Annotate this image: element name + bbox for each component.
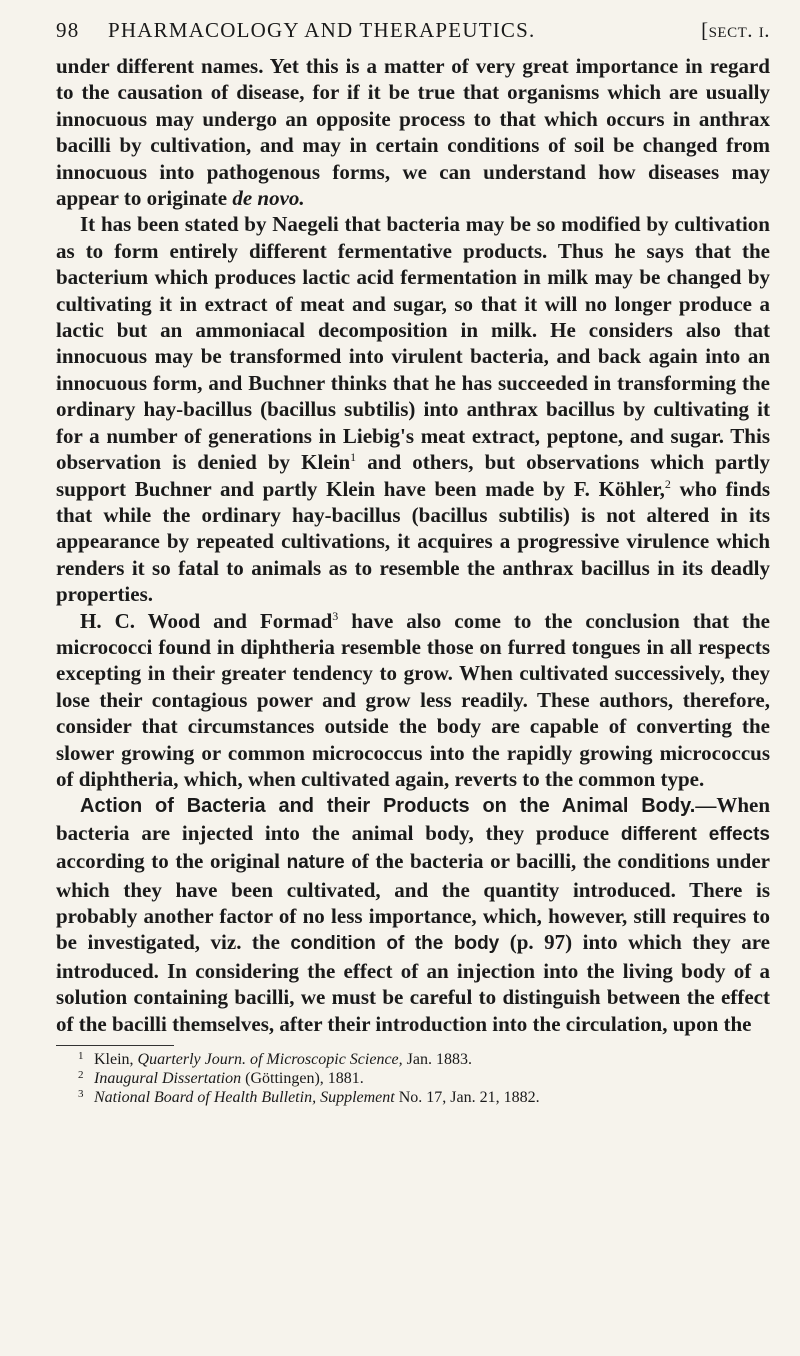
footnote-source: Quarterly Journ. of Microscopic Science, <box>137 1051 403 1069</box>
footnote-mark: 2 <box>78 1069 84 1082</box>
footnote-ref-3: 3 <box>332 608 339 623</box>
section-heading: Action of Bacteria and their Products on the Animal Body. <box>80 795 696 818</box>
running-title: PHARMACOLOGY AND THERAPEUTICS. <box>108 18 536 42</box>
footnote-date: (Göttingen), 1881. <box>241 1070 364 1088</box>
footnote-date: No. 17, Jan. 21, 1882. <box>394 1089 540 1107</box>
footnote-mark: 3 <box>78 1088 84 1101</box>
italic-de-novo: de novo. <box>232 186 305 211</box>
paragraph-1-text: under different names. Yet this is a matter of very great importance in regard to the causation of disease, for if it be true that organisms which are usually innocuous may undergo an opposite process to that which occurs in anthrax bacilli by cultivation, and may in certain conditions of soil be changed from innocuous into pathogenous forms, we can understand how diseases may appear to originate <box>56 54 770 211</box>
footnote-ref-1: 1 <box>350 450 357 465</box>
paragraph-3-text-b: have also come to the conclusion that the micrococci found in diphtheria resemble those on furred tongues in all respects excepting in their greater tendency to grow. When cultivated successively, they lose their contagious power and grow less readily. These authors, therefore, consider that circumstances outside the body are capable of converting the slower growing or common micrococcus into the rapidly growing micrococcus of diphtheria, which, when cultivated again, reverts to the common type. <box>56 608 770 791</box>
emphasis-different-effects: different effects <box>620 823 770 845</box>
footnote-text <box>94 1050 472 1069</box>
body-text <box>56 53 770 1037</box>
emphasis-condition-of-body: condition of the body <box>290 933 500 955</box>
emphasis-nature: nature <box>286 852 345 874</box>
footnote-ref-2: 2 <box>664 476 671 491</box>
footnote-mark: 1 <box>78 1050 84 1063</box>
paragraph-2-text-c: who finds that while the ordinary hay-bacillus (bacillus subtilis) is not altered in its appearance by repeated cultivations, it acquires a progressive virulence which renders it so fatal to animals as to resemble the anthrax bacillus in its deadly properties. <box>56 476 770 607</box>
page-number: 98 <box>56 18 80 42</box>
paragraph-2-text-b: and others, but observations which partly support Buchner and partly Klein have been made by F. Köhler, <box>56 450 770 501</box>
paragraph-4-text-a: —When bacteria are injected into the animal body, they produce <box>56 793 770 845</box>
paragraph-2-text: It has been stated by Naegeli that bacteria may be so modified by cultivation as to form entirely different fermentative products. Thus he says that the bacterium which produces lactic acid fermentation in milk may be changed by cultivating it in extract of meat and sugar, so that it will no longer produce a lactic but an ammoniacal decomposition in milk. He considers also that innocuous may be transformed into virulent bacteria, and back again into an innocuous form, and Buchner thinks that he has succeeded in transforming the ordinary hay-bacillus (bacillus subtilis) into anthrax bacillus by cultivating it for a number of generations in Liebig's meat extract, peptone, and sugar. This observation is denied by Klein <box>56 212 770 475</box>
paragraph-4-text-c: of the bacteria or bacilli, the conditions under which they have been cultivated, and the quantity introduced. There is probably another factor of no less importance, which, however, still requires to be investigated, viz. the <box>56 849 770 955</box>
footnote-date: Jan. 1883. <box>402 1051 472 1069</box>
paragraph-4-text-d: (p. 97) into which they are introduced. In considering the effect of an injection into the living body of a solution containing bacilli, we must be careful to distinguish between the effect of the bacilli themselves, after their introduction into the circulation, upon the <box>56 930 770 1036</box>
paragraph-4 <box>56 792 770 1037</box>
footnote-text <box>94 1088 540 1107</box>
footnote-author: Klein, <box>94 1051 138 1069</box>
footnote-text <box>94 1069 364 1088</box>
footnote-1 <box>78 1050 770 1069</box>
footnote-2 <box>78 1069 770 1088</box>
paragraph-4-text-b: according to the original <box>56 849 287 874</box>
footnote-rule <box>56 1045 174 1046</box>
footnote-source: Inaugural Dissertation <box>94 1070 242 1088</box>
section-marker: [sect. i. <box>701 18 770 42</box>
paragraph-3 <box>56 608 770 793</box>
running-head <box>56 18 770 43</box>
paragraph-1 <box>56 53 770 211</box>
footnote-3 <box>78 1088 770 1107</box>
paragraph-3-text: H. C. Wood and Formad <box>80 608 333 633</box>
footnote-source: National Board of Health Bulletin, Supplement <box>94 1089 395 1107</box>
paragraph-2 <box>56 211 770 607</box>
footnotes <box>56 1050 770 1107</box>
